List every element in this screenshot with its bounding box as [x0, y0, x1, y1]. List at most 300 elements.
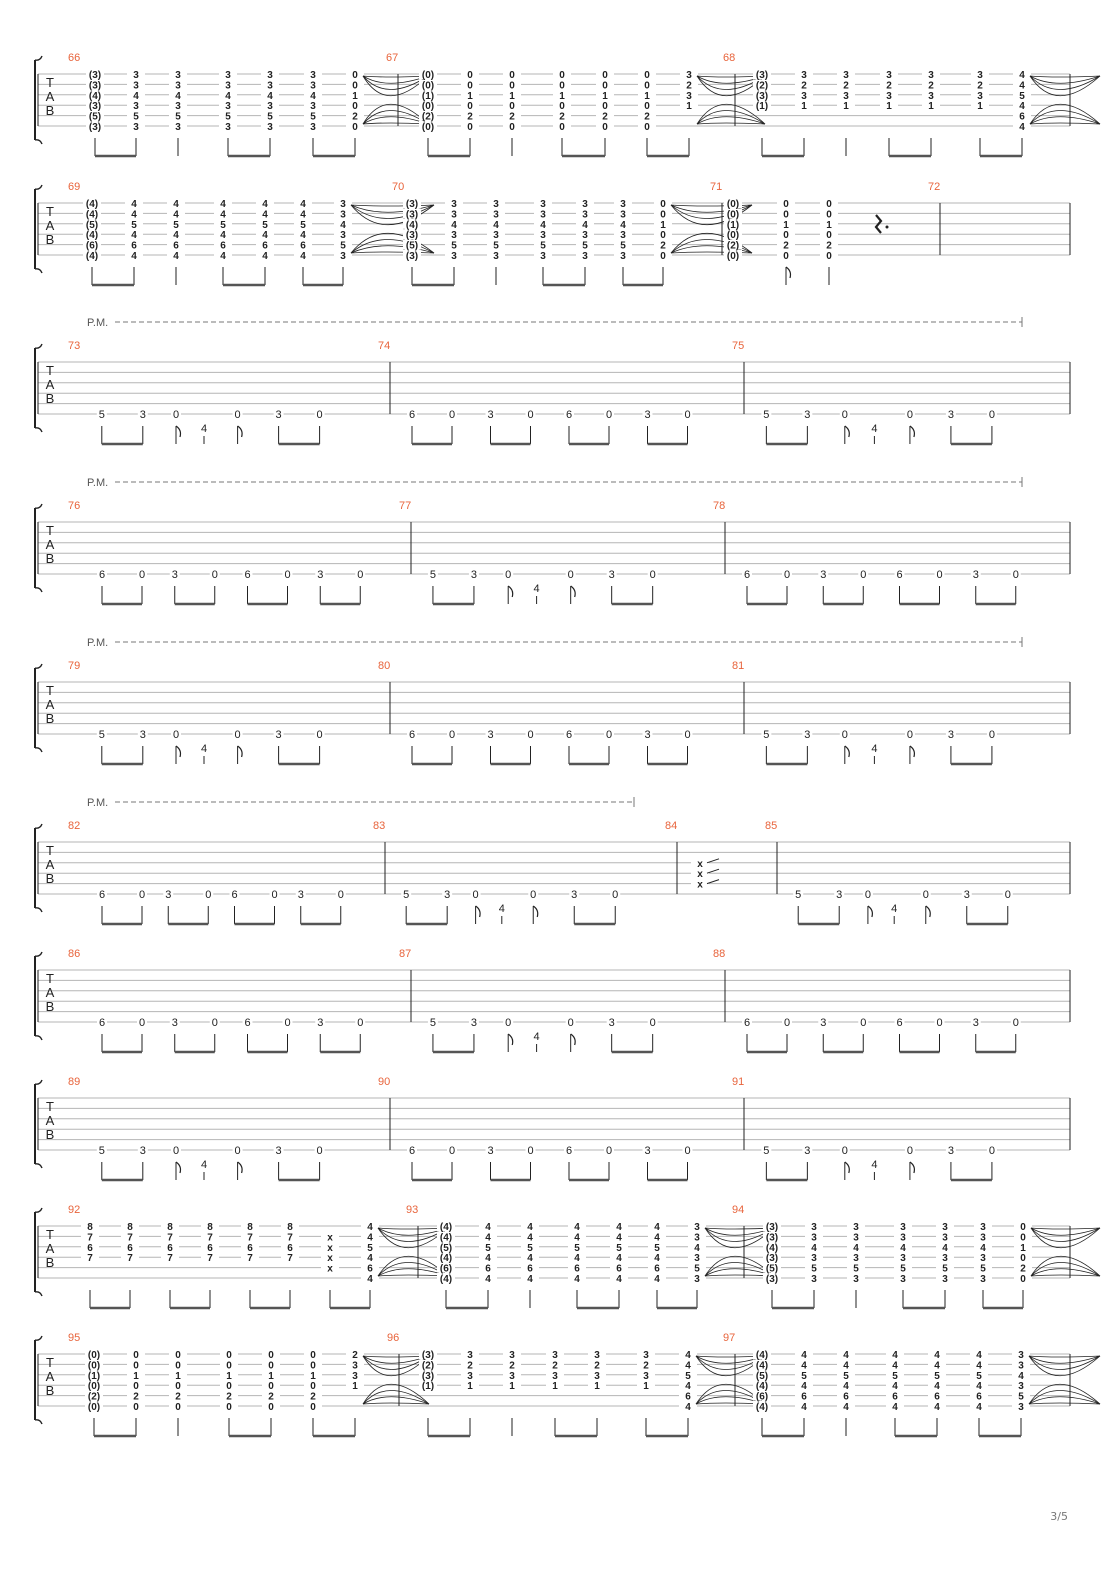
fret-number: 4: [131, 199, 137, 210]
fret-number: 4: [310, 90, 316, 102]
fret-number: 4: [300, 230, 306, 242]
fret-number: (0): [421, 70, 435, 81]
measure-number: 75: [732, 340, 745, 352]
tab-system: [35, 56, 1100, 156]
fret-number: 4: [527, 1274, 533, 1285]
fret-number: 3: [1018, 1402, 1024, 1413]
fret-number: 6: [934, 1391, 940, 1403]
fret-number: 2: [310, 1391, 316, 1403]
fret-number: 7: [207, 1253, 213, 1265]
fret-number: 7: [87, 1232, 93, 1244]
fret-number: 3: [582, 251, 588, 262]
fret-number: 4: [262, 199, 268, 210]
fret-number: 1: [1020, 1242, 1026, 1254]
fret-number: 3: [820, 569, 827, 581]
measure-number: 87: [399, 948, 412, 960]
fret-number: 5: [900, 1263, 906, 1275]
fret-number: 0: [1020, 1222, 1026, 1233]
fret-number: 3: [843, 90, 849, 102]
fret-number: 4: [871, 743, 878, 755]
fret-number: 3: [900, 1274, 906, 1285]
fret-number: 7: [287, 1232, 293, 1244]
fret-number: (4): [88, 90, 102, 102]
tie-curve: [697, 123, 765, 124]
fret-number: (0): [726, 209, 740, 221]
fret-number: 4: [801, 1381, 807, 1393]
measure-number: 72: [928, 181, 941, 193]
fret-number: 3: [820, 1017, 827, 1029]
fret-number: 5: [173, 219, 179, 231]
fret-number: 4: [173, 199, 179, 210]
fret-number: (3): [755, 90, 769, 102]
fret-number: 3: [133, 122, 139, 133]
fret-number: 4: [574, 1222, 580, 1233]
fret-number: 3: [493, 251, 499, 262]
fret-number: 0: [310, 1360, 316, 1372]
tab-clef-letter: A: [45, 89, 55, 104]
fret-number: 1: [977, 101, 983, 113]
fret-number: 4: [340, 219, 346, 231]
fret-number: 4: [891, 903, 898, 915]
fret-number: (5): [85, 219, 99, 231]
fret-number: 1: [352, 90, 358, 102]
tie-curve: [1030, 123, 1100, 124]
tab-clef-letter: A: [45, 985, 55, 1000]
measure-number: 94: [732, 1204, 745, 1216]
fret-number: 4: [367, 1274, 373, 1285]
bracket-top-hook: [35, 56, 42, 60]
fret-number: 1: [352, 1381, 358, 1393]
fret-number: (2): [421, 1360, 435, 1372]
fret-number: 3: [686, 90, 692, 102]
fret-number: 0: [644, 101, 650, 113]
fret-number: 0: [1012, 1017, 1019, 1029]
fret-number: 3: [942, 1222, 948, 1233]
fret-number: 2: [928, 80, 934, 92]
fret-number: 0: [1020, 1253, 1026, 1265]
bracket-bottom-hook: [35, 588, 42, 592]
bracket-bottom-hook: [35, 1164, 42, 1168]
measure-number: 91: [732, 1076, 745, 1088]
fret-number: 4: [131, 209, 137, 221]
fret-number: 3: [175, 122, 181, 133]
fret-number: 4: [685, 1360, 691, 1372]
fret-number: 0: [860, 569, 867, 581]
fret-number: 6: [565, 409, 573, 421]
measure-number: 95: [68, 1332, 81, 1344]
fret-number: 3: [133, 101, 139, 113]
tab-system: [35, 477, 1070, 604]
fret-number: 0: [783, 230, 789, 242]
fret-number: 3: [493, 199, 499, 210]
fret-number: 5: [310, 111, 316, 123]
fret-number: 0: [864, 889, 871, 901]
fret-number: 4: [843, 1350, 849, 1361]
measure-number: 93: [406, 1204, 419, 1216]
tab-system: [35, 952, 1070, 1052]
fret-number: 4: [533, 583, 540, 595]
fret-number: 0: [783, 251, 789, 262]
tab-clef-letter: T: [46, 1227, 54, 1242]
page-number: 3/5: [1050, 1510, 1068, 1523]
fret-number: 3: [972, 1017, 979, 1029]
fret-number: 3: [942, 1232, 948, 1244]
fret-number: 4: [892, 1350, 898, 1361]
fret-number: 3: [133, 80, 139, 92]
fret-number: 3: [139, 729, 146, 741]
fret-number: 0: [783, 209, 789, 221]
fret-number: 4: [173, 209, 179, 221]
fret-number: 0: [268, 1350, 274, 1361]
fret-number: 0: [448, 409, 456, 421]
fret-number: 0: [509, 122, 515, 133]
fret-number: 0: [133, 1360, 139, 1372]
fret-number: 0: [988, 409, 995, 421]
fret-number: 6: [247, 1242, 253, 1254]
fret-number: 3: [487, 1145, 494, 1157]
fret-number: 5: [582, 240, 588, 252]
fret-number: 0: [922, 889, 929, 901]
measure-number: 74: [378, 340, 391, 352]
fret-number: (5): [405, 240, 419, 252]
fret-number: (4): [85, 209, 99, 221]
fret-number: 2: [643, 1360, 649, 1372]
fret-number: 0: [226, 1360, 232, 1372]
fret-number: 0: [352, 122, 358, 133]
fret-number: 0: [505, 569, 512, 581]
fret-number: 0: [567, 1017, 574, 1029]
fret-number: (4): [85, 230, 99, 242]
fret-number: 3: [552, 1350, 558, 1361]
fret-number: 6: [287, 1242, 293, 1254]
fret-number: 5: [976, 1370, 982, 1382]
tab-clef-letter: B: [45, 1255, 55, 1270]
fret-number: 3: [139, 409, 146, 421]
fret-number: 7: [87, 1253, 93, 1265]
fret-number: 5: [980, 1263, 986, 1275]
fret-number: (2): [421, 111, 435, 123]
fret-number: (0): [421, 122, 435, 133]
fret-number: 3: [977, 90, 983, 102]
fret-number: 3: [493, 209, 499, 221]
fret-number: 6: [220, 240, 226, 252]
tab-clef-letter: B: [45, 999, 55, 1014]
fret-number: 6: [843, 1391, 849, 1403]
measure-number: 84: [665, 820, 678, 832]
fret-number: 0: [841, 729, 848, 741]
measure-number: 88: [713, 948, 726, 960]
fret-number: 2: [133, 1391, 139, 1403]
fret-number: 4: [220, 230, 226, 242]
tie-curve: [363, 123, 428, 124]
fret-number: 0: [172, 409, 180, 421]
fret-number: 0: [1020, 1274, 1026, 1285]
measure-number: 77: [399, 500, 412, 512]
fret-number: (4): [85, 251, 99, 262]
fret-number: 3: [310, 70, 316, 81]
fret-number: 3: [804, 729, 811, 741]
fret-number: 5: [367, 1242, 373, 1254]
fret-number: 4: [300, 209, 306, 221]
tie-curve: [1029, 1403, 1100, 1404]
fret-number: 2: [886, 80, 892, 92]
fret-number: (4): [439, 1222, 453, 1233]
fret-number: 7: [127, 1253, 133, 1265]
fret-number: 0: [684, 729, 691, 741]
fret-number: 7: [167, 1232, 173, 1244]
fret-number: 3: [804, 1145, 811, 1157]
fret-number: 3: [643, 1370, 649, 1382]
fret-number: 3: [175, 80, 181, 92]
fret-number: 0: [175, 1350, 181, 1361]
fret-number: 3: [853, 1253, 859, 1265]
fret-number: 4: [843, 1402, 849, 1413]
fret-number: 3: [487, 729, 494, 741]
fret-number: 3: [928, 70, 934, 81]
fret-number: 0: [860, 1017, 867, 1029]
fret-number: 4: [616, 1222, 622, 1233]
fret-number: 3: [451, 230, 457, 242]
fret-number: 3: [225, 70, 231, 81]
fret-number: 4: [173, 251, 179, 262]
fret-number: 4: [620, 219, 626, 231]
fret-number: 4: [976, 1360, 982, 1372]
fret-number: 3: [165, 889, 172, 901]
fret-number: 4: [367, 1222, 373, 1233]
fret-number: 0: [559, 80, 565, 92]
fret-number: 6: [976, 1391, 982, 1403]
fret-number: 2: [352, 1350, 358, 1361]
fret-number: (3): [405, 199, 419, 210]
fret-number: 1: [886, 101, 892, 113]
fret-number: (4): [755, 1402, 769, 1413]
bracket-top-hook: [35, 1080, 42, 1084]
fret-number: 7: [247, 1253, 253, 1265]
fret-number: 4: [175, 90, 181, 102]
tab-clef-letter: A: [45, 1113, 55, 1128]
fret-number: 0: [357, 569, 364, 581]
fret-number: 2: [559, 111, 565, 123]
fret-number: 8: [167, 1222, 173, 1233]
fret-number: 4: [262, 251, 268, 262]
measure-number: 79: [68, 660, 81, 672]
tie-curve: [1030, 76, 1100, 77]
fret-number: 5: [620, 240, 626, 252]
fret-number: 3: [620, 199, 626, 210]
dead-note: x: [327, 1253, 333, 1265]
fret-number: 4: [801, 1360, 807, 1372]
fret-number: (0): [421, 80, 435, 92]
fret-number: 3: [801, 70, 807, 81]
fret-number: 6: [127, 1242, 133, 1254]
fret-number: 3: [267, 80, 273, 92]
fret-number: (4): [439, 1274, 453, 1285]
eighth-flag: [571, 1034, 576, 1045]
tie-curve: [363, 1403, 429, 1404]
tab-system: [35, 797, 1070, 924]
fret-number: 0: [644, 122, 650, 133]
fret-number: 2: [644, 111, 650, 123]
fret-number: 8: [287, 1222, 293, 1233]
fret-number: 3: [608, 1017, 615, 1029]
fret-number: 5: [763, 1145, 770, 1157]
eighth-flag: [238, 1162, 243, 1173]
measure-number: 76: [68, 500, 81, 512]
fret-number: (5): [765, 1263, 779, 1275]
fret-number: 1: [783, 219, 789, 231]
fret-number: 0: [467, 80, 473, 92]
rest-dot: [886, 226, 889, 229]
eighth-flag: [476, 906, 481, 917]
fret-number: 1: [843, 101, 849, 113]
fret-number: 4: [654, 1222, 660, 1233]
fret-number: 3: [297, 889, 304, 901]
eighth-flag: [845, 746, 850, 757]
fret-number: (3): [765, 1232, 779, 1244]
fret-number: 3: [1018, 1350, 1024, 1361]
fret-number: 5: [811, 1263, 817, 1275]
fret-number: (3): [405, 209, 419, 221]
tab-clef-letter: B: [45, 232, 55, 247]
fret-number: 4: [892, 1360, 898, 1372]
fret-number: 6: [801, 1391, 807, 1403]
fret-number: 0: [310, 1350, 316, 1361]
measure-number: 66: [68, 52, 81, 64]
fret-number: 6: [574, 1263, 580, 1275]
fret-number: 0: [559, 122, 565, 133]
fret-number: 6: [685, 1391, 691, 1403]
fret-number: 1: [467, 90, 473, 102]
fret-number: 8: [247, 1222, 253, 1233]
fret-number: 4: [976, 1350, 982, 1361]
fret-number: 3: [694, 1274, 700, 1285]
eighth-flag: [238, 426, 243, 437]
fret-number: 0: [352, 80, 358, 92]
fret-number: 1: [686, 101, 692, 113]
fret-number: 4: [200, 1159, 208, 1171]
fret-number: 3: [467, 1370, 473, 1382]
fret-number: 2: [977, 80, 983, 92]
fret-number: 1: [660, 219, 666, 231]
fret-number: 3: [942, 1253, 948, 1265]
fret-number: 0: [826, 209, 832, 221]
fret-number: 4: [485, 1232, 491, 1244]
fret-number: 0: [602, 122, 608, 133]
fret-number: 2: [783, 240, 789, 252]
bracket-top-hook: [35, 504, 42, 508]
measure-number: 68: [723, 52, 736, 64]
fret-number: 0: [133, 1350, 139, 1361]
fret-number: 7: [167, 1253, 173, 1265]
fret-number: 3: [225, 122, 231, 133]
fret-number: 5: [540, 240, 546, 252]
eighth-flag: [845, 1162, 850, 1173]
fret-number: 4: [262, 230, 268, 242]
fret-number: 8: [127, 1222, 133, 1233]
fret-number: 0: [612, 889, 619, 901]
fret-number: 0: [841, 409, 848, 421]
fret-number: 3: [487, 409, 494, 421]
tab-clef-letter: B: [45, 391, 55, 406]
fret-number: 0: [826, 251, 832, 262]
fret-number: 0: [988, 729, 995, 741]
fret-number: 3: [540, 199, 546, 210]
fret-number: 5: [340, 240, 346, 252]
fret-number: 0: [175, 1360, 181, 1372]
fret-number: 4: [527, 1253, 533, 1265]
fret-number: 1: [509, 90, 515, 102]
fret-number: 0: [268, 1381, 274, 1393]
fret-number: 3: [444, 889, 451, 901]
fret-number: 6: [244, 1017, 251, 1029]
fret-number: 3: [886, 90, 892, 102]
measure-number: 86: [68, 948, 81, 960]
fret-number: 3: [451, 251, 457, 262]
fret-number: 4: [582, 219, 588, 231]
fret-number: 0: [234, 729, 241, 741]
fret-number: 4: [934, 1402, 940, 1413]
fret-number: 5: [451, 240, 457, 252]
fret-number: 0: [467, 70, 473, 81]
fret-number: 6: [244, 569, 251, 581]
tab-clef-letter: T: [46, 363, 54, 378]
fret-number: 1: [643, 1381, 649, 1393]
fret-number: (3): [405, 251, 419, 262]
fret-number: (0): [87, 1402, 101, 1413]
bracket-bottom-hook: [35, 269, 42, 273]
fret-number: 0: [268, 1360, 274, 1372]
fret-number: 4: [574, 1232, 580, 1244]
fret-number: 3: [225, 80, 231, 92]
fret-number: 5: [262, 219, 268, 231]
measure-number: 73: [68, 340, 81, 352]
eighth-flag: [845, 426, 850, 437]
fret-number: (6): [85, 240, 99, 252]
fret-number: 5: [1018, 1391, 1024, 1403]
fret-number: 5: [527, 1242, 533, 1254]
fret-number: 6: [408, 409, 416, 421]
fret-number: 1: [826, 219, 832, 231]
fret-number: 2: [467, 1360, 473, 1372]
eighth-flag: [868, 906, 873, 917]
fret-number: 4: [133, 90, 139, 102]
fret-number: (3): [405, 230, 419, 242]
tab-clef-letter: T: [46, 971, 54, 986]
fret-number: 3: [694, 1253, 700, 1265]
fret-number: 3: [980, 1253, 986, 1265]
fret-number: (0): [726, 251, 740, 262]
tie-curve: [351, 205, 434, 206]
eighth-flag: [176, 426, 181, 437]
fret-number: 1: [644, 90, 650, 102]
fret-number: 6: [98, 889, 106, 901]
fret-number: 6: [167, 1242, 173, 1254]
fret-number: 4: [451, 219, 457, 231]
fret-number: (6): [755, 1391, 769, 1403]
fret-number: 0: [234, 409, 241, 421]
fret-number: 0: [649, 569, 656, 581]
fret-number: 3: [310, 80, 316, 92]
fret-number: 2: [268, 1391, 274, 1403]
fret-number: 0: [352, 101, 358, 113]
fret-number: (4): [765, 1242, 779, 1254]
fret-number: 4: [685, 1381, 691, 1393]
tab-clef-letter: B: [45, 1383, 55, 1398]
fret-number: 0: [936, 1017, 943, 1029]
dead-note: x: [697, 869, 703, 881]
fret-number: 0: [310, 1402, 316, 1413]
fret-number: 0: [559, 101, 565, 113]
